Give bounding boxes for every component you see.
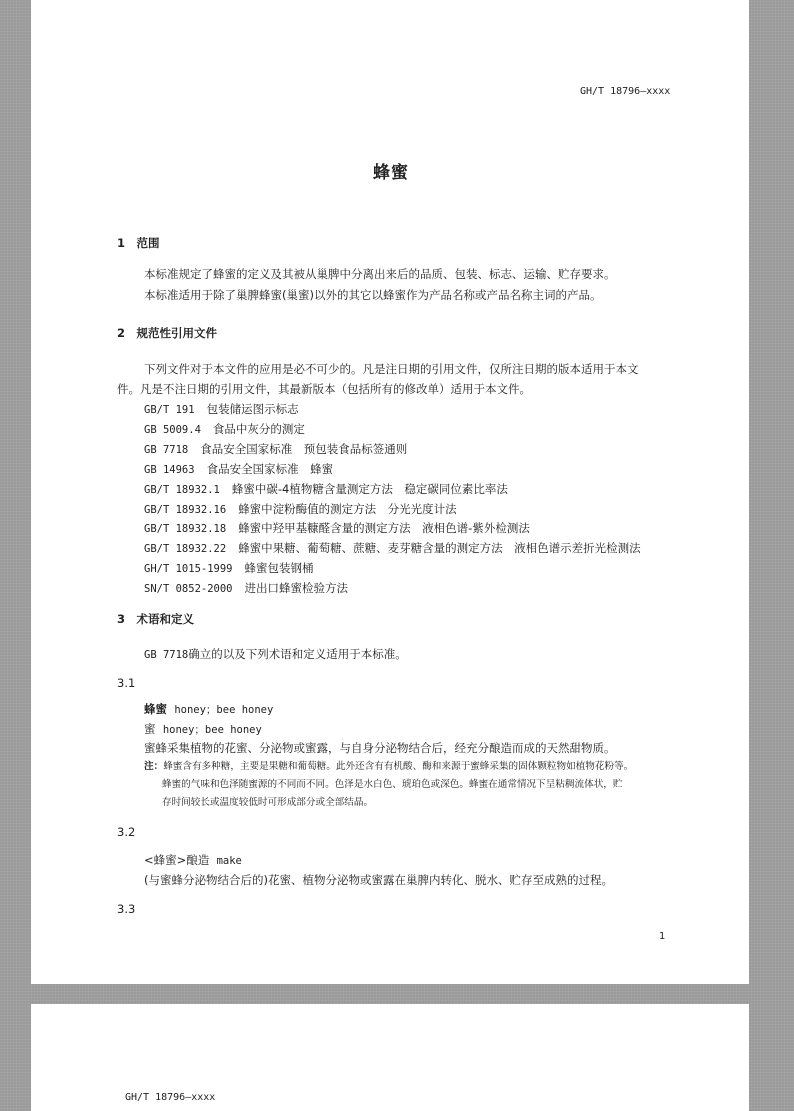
reference-item: GB 14963 食品安全国家标准 蜂蜜 xyxy=(144,461,334,476)
reference-item: GH/T 1015-1999 蜂蜜包装钢桶 xyxy=(144,561,314,576)
section-3-intro: GB 7718确立的以及下列术语和定义适用于本标准。 xyxy=(144,647,407,661)
section-3-heading: 3 术语和定义 xyxy=(117,612,195,626)
normative-reference-list xyxy=(144,400,641,599)
page-header-code: GH/T 18796—xxxx xyxy=(125,1092,216,1103)
reference-item: GB/T 18932.22 蜂蜜中果糖、葡萄糖、蔗糖、麦芽糖含量的测定方法 液相色谱示差折光检测法 xyxy=(144,541,641,556)
term-number: 3.1 xyxy=(117,676,136,690)
term-definition: 蜜蜂采集植物的花蜜、分泌物或蜜露，与自身分泌物结合后，经充分酿造而成的天然甜物质。 xyxy=(144,741,616,755)
term-note-line: 蜂蜜的气味和色泽随蜜源的不同而不同。色泽是水白色、琥珀色或深色。蜂蜜在通常情况下呈粘稠流体状，贮 xyxy=(162,779,623,790)
term-number: 3.3 xyxy=(117,902,136,916)
document-page-2 xyxy=(31,1004,749,1111)
page-number: 1 xyxy=(659,931,666,942)
reference-item: GB/T 18932.1 蜂蜜中碳-4植物糖含量测定方法 稳定碳同位素比率法 xyxy=(144,481,508,496)
term-note-line: 注：蜂蜜含有多种糖，主要是果糖和葡萄糖。此外还含有有机酸、酶和来源于蜜蜂采集的固体颗粒物如植物花粉等。 xyxy=(144,761,634,772)
reference-item: SN/T 0852-2000 进出口蜂蜜检验方法 xyxy=(144,581,349,596)
term-alternate: 蜜 honey；bee honey xyxy=(144,722,262,736)
section-1-paragraph: 本标准适用于除了巢脾蜂蜜(巢蜜)以外的其它以蜂蜜作为产品名称或产品名称主词的产品。 xyxy=(144,288,602,302)
term-heading: 蜂蜜 honey；bee honey xyxy=(144,702,274,716)
page-header-code: GH/T 18796—xxxx xyxy=(580,86,671,97)
reference-item: GB/T 18932.16 蜂蜜中淀粉酶值的测定方法 分光光度计法 xyxy=(144,501,457,516)
section-1-heading: 1 范围 xyxy=(117,236,160,250)
term-note-line: 存时间较长或温度较低时可形成部分或全部结晶。 xyxy=(162,797,374,808)
section-1-paragraph: 本标准规定了蜂蜜的定义及其被从巢脾中分离出来后的品质、包装、标志、运输、贮存要求。 xyxy=(144,267,616,281)
term-definition: (与蜜蜂分泌物结合后的)花蜜、植物分泌物或蜜露在巢脾内转化、脱水、贮存至成熟的过程。 xyxy=(144,873,613,887)
reference-item: GB 7718 食品安全国家标准 预包装食品标签通则 xyxy=(144,441,408,456)
document-page-1 xyxy=(31,0,749,984)
reference-item: GB/T 18932.18 蜂蜜中羟甲基糠醛含量的测定方法 液相色谱-紫外检测法 xyxy=(144,521,530,536)
section-2-intro-line: 下列文件对于本文件的应用是必不可少的。凡是注日期的引用文件，仅所注日期的版本适用于本文 xyxy=(144,362,639,376)
page-title: 蜂蜜 xyxy=(373,163,409,183)
reference-item: GB 5009.4 食品中灰分的测定 xyxy=(144,421,305,436)
section-2-heading: 2 规范性引用文件 xyxy=(117,326,218,340)
term-number: 3.2 xyxy=(117,825,136,839)
reference-item: GB/T 191 包装储运图示标志 xyxy=(144,402,299,416)
section-2-intro-line: 件。凡是不注日期的引用文件，其最新版本（包括所有的修改单）适用于本文件。 xyxy=(117,382,531,396)
term-heading: <蜂蜜>酿造 make xyxy=(144,853,242,867)
